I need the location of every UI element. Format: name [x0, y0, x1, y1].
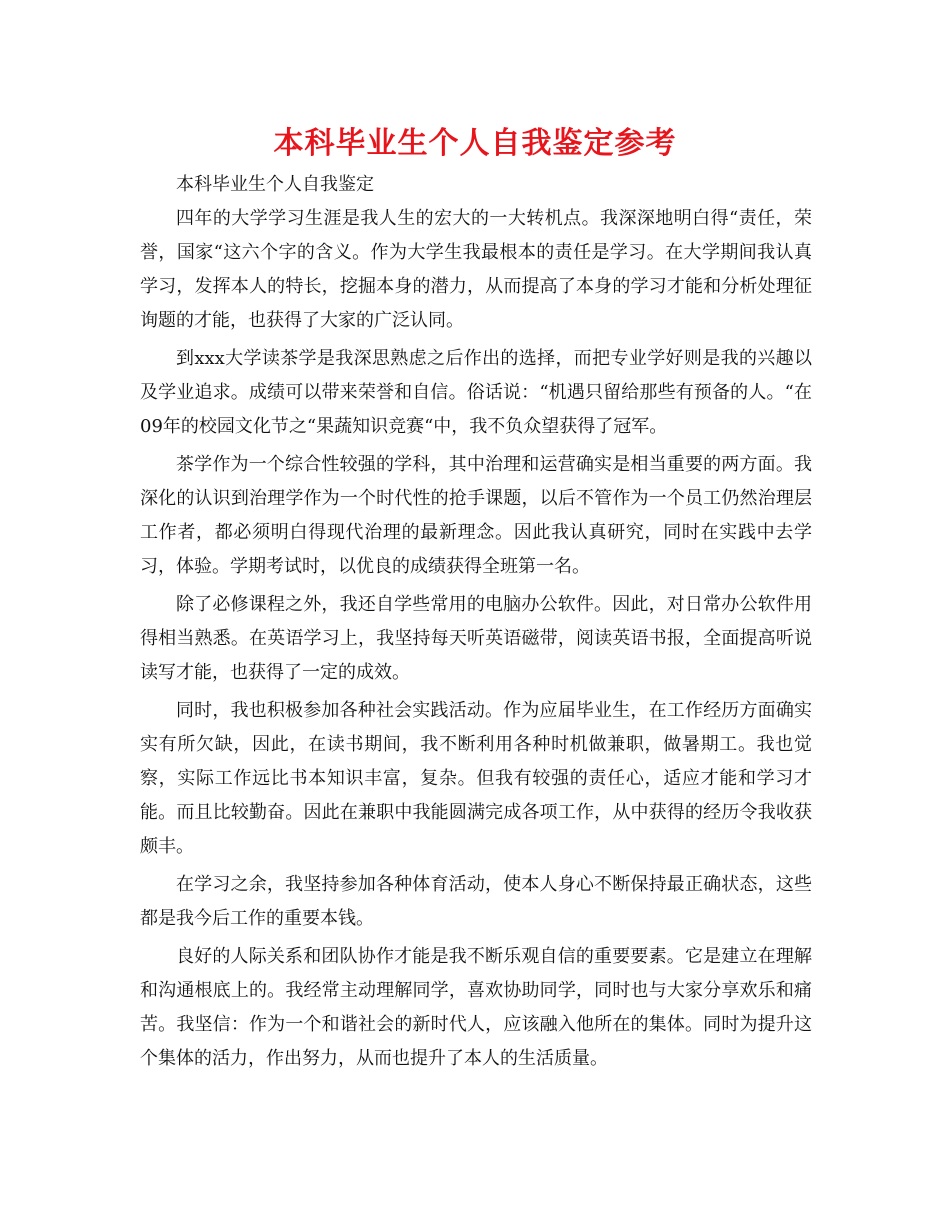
paragraph-2: 到xxx大学读茶学是我深思熟虑之后作出的选择，而把专业学好则是我的兴趣以及学业追求。成绩可以带来荣誉和自信。俗话说：“机遇只留给那些有预备的人。“在09年的校园文化节之“果蔬知识竞赛“中，我不负众望获得了冠军。	[140, 348, 812, 437]
paragraph-5: 同时，我也积极参加各种社会实践活动。作为应届毕业生，在工作经历方面确实实有所欠缺，因此，在读书期间，我不断利用各种时机做兼职，做暑期工。我也觉察，实际工作远比书本知识丰富，复杂。但我有较强的责任心，适应才能和学习才能。而且比较勤奋。因此在兼职中我能圆满完成各项工作，从中获得的经历令我收获颇丰。	[140, 700, 812, 857]
paragraph-7: 良好的人际关系和团队协作才能是我不断乐观自信的重要要素。它是建立在理解和沟通根底上的。我经常主动理解同学，喜欢协助同学，同时也与大家分享欢乐和痛苦。我坚信：作为一个和谐社会的新时代人，应该融入他所在的集体。同时为提升这个集体的活力，作出努力，从而也提升了本人的生活质量。	[140, 946, 812, 1069]
document-subtitle: 本科毕业生个人自我鉴定	[176, 174, 374, 195]
paragraph-4: 除了必修课程之外，我还自学些常用的电脑办公软件。因此，对日常办公软件用得相当熟悉。在英语学习上，我坚持每天听英语磁带，阅读英语书报，全面提高听说读写才能，也获得了一定的成效。	[140, 594, 812, 683]
paragraph-3: 茶学作为一个综合性较强的学科，其中治理和运营确实是相当重要的两方面。我深化的认识到治理学作为一个时代性的抢手课题，以后不管作为一个员工仍然治理层工作者，都必须明白得现代治理的最新理念。因此我认真研究，同时在实践中去学习，体验。学期考试时，以优良的成绩获得全班第一名。	[140, 454, 812, 577]
paragraph-6: 在学习之余，我坚持参加各种体育活动，使本人身心不断保持最正确状态，这些都是我今后工作的重要本钱。	[140, 874, 812, 929]
paragraph-1: 四年的大学学习生涯是我人生的宏大的一大转机点。我深深地明白得“责任，荣誉，国家“这六个字的含义。作为大学生我最根本的责任是学习。在大学期间我认真学习，发挥本人的特长，挖掘本身的潜力，从而提高了本身的学习才能和分析处理征询题的才能，也获得了大家的广泛认同。	[140, 208, 812, 331]
document-body	[140, 168, 812, 1080]
document-title: 本科毕业生个人自我鉴定参考	[273, 126, 677, 161]
